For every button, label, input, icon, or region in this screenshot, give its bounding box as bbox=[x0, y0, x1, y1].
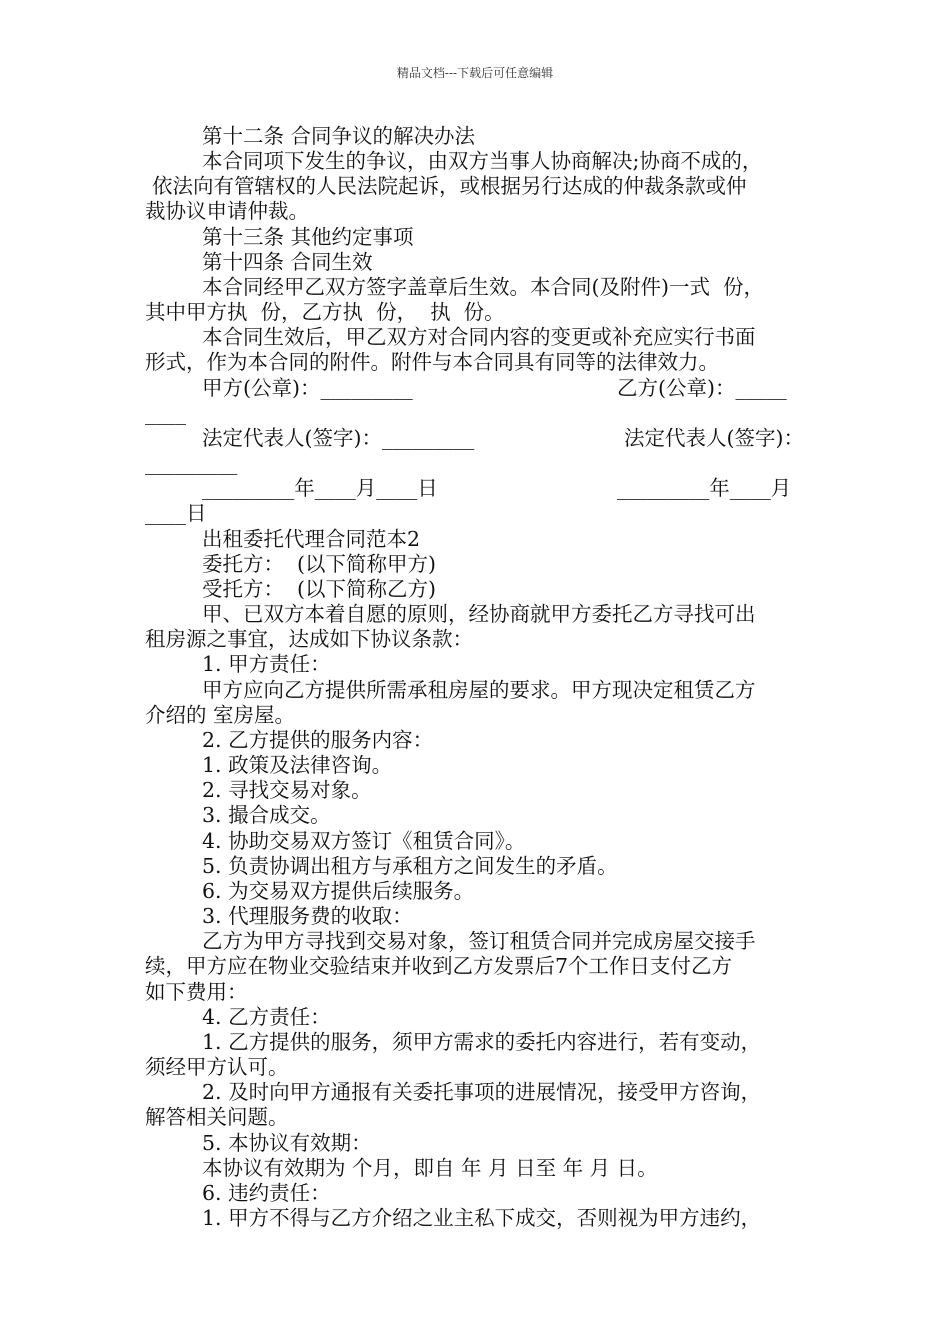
text-line: 裁协议申请仲裁。 bbox=[145, 199, 309, 223]
text-line: 1. 甲方责任： bbox=[202, 652, 331, 676]
text-line: 本合同生效后，甲乙双方对合同内容的变更或补充应实行书面 bbox=[202, 325, 756, 349]
text-line: 本合同项下发生的争议，由双方当事人协商解决;协商不成的， bbox=[202, 149, 763, 173]
text-line: 如下费用： bbox=[145, 980, 248, 1004]
text-line: 形式，作为本合同的附件。附件与本合同具有同等的法律效力。 bbox=[145, 350, 719, 374]
text-line: 5. 负责协调出租方与承租方之间发生的矛盾。 bbox=[202, 854, 618, 878]
text-line: 法定代表人(签字)： bbox=[624, 426, 804, 450]
text-line: 6. 为交易双方提供后续服务。 bbox=[202, 879, 475, 903]
text-line: 1. 政策及法律咨询。 bbox=[202, 753, 393, 777]
text-line: 介绍的 室房屋。 bbox=[145, 703, 296, 727]
text-line: 甲、已双方本着自愿的原则，经协商就甲方委托乙方寻找可出 bbox=[202, 602, 756, 626]
text-line: 须经甲方认可。 bbox=[145, 1055, 289, 1079]
text-line: 2. 乙方提供的服务内容： bbox=[202, 728, 434, 752]
text-line: 甲方(公章)：_________ bbox=[202, 376, 413, 400]
text-line: 1. 甲方不得与乙方介绍之业主私下成交，否则视为甲方违约， bbox=[202, 1206, 762, 1230]
text-line: 5. 本协议有效期： bbox=[202, 1131, 372, 1155]
text-line: 1. 乙方提供的服务，须甲方需求的委托内容进行，若有变动， bbox=[202, 1030, 762, 1054]
text-line: 3. 撮合成交。 bbox=[202, 803, 331, 827]
text-line: 委托方： (以下简称甲方) bbox=[202, 552, 437, 576]
text-line: 租房源之事宜，达成如下协议条款： bbox=[145, 627, 473, 651]
text-line: 乙方为甲方寻找到交易对象，签订租赁合同并完成房屋交接手 bbox=[202, 929, 756, 953]
text-line: 6. 违约责任： bbox=[202, 1181, 331, 1205]
text-line: 本协议有效期为 个月，即自 年 月 日至 年 月 日。 bbox=[202, 1156, 658, 1180]
text-line: 解答相关问题。 bbox=[145, 1105, 289, 1129]
page-header: 精品文档---下载后可任意编辑 bbox=[396, 66, 554, 80]
text-line: 第十二条 合同争议的解决办法 bbox=[202, 124, 476, 148]
text-line: 4. 乙方责任： bbox=[202, 1005, 331, 1029]
text-line: 第十四条 合同生效 bbox=[202, 250, 373, 274]
text-line: _________年____月____日 bbox=[202, 476, 438, 500]
text-line: 乙方(公章)：_____ bbox=[617, 376, 787, 400]
text-line: _________ bbox=[145, 451, 238, 475]
text-line: 2. 寻找交易对象。 bbox=[202, 778, 372, 802]
text-line: _________年____月 bbox=[617, 476, 792, 500]
text-line: 4. 协助交易双方签订《租赁合同》。 bbox=[202, 829, 526, 853]
text-line: 法定代表人(签字)：_________ bbox=[202, 426, 475, 450]
text-line: 出租委托代理合同范本2 bbox=[202, 527, 421, 551]
text-line: 第十三条 其他约定事项 bbox=[202, 225, 414, 249]
text-line: 本合同经甲乙双方签字盖章后生效。本合同(及附件)一式 份， bbox=[202, 275, 765, 299]
text-line: ____日 bbox=[145, 501, 207, 525]
text-line: 依法向有管辖权的人民法院起诉，或根据另行达成的仲裁条款或仲 bbox=[152, 174, 747, 198]
text-line: 3. 代理服务费的收取： bbox=[202, 904, 413, 928]
text-line: 其中甲方执 份，乙方执 份， 执 份。 bbox=[145, 300, 505, 324]
text-line: 2. 及时向甲方通报有关委托事项的进展情况，接受甲方咨询， bbox=[202, 1080, 762, 1104]
text-line: 甲方应向乙方提供所需承租房屋的要求。甲方现决定租赁乙方 bbox=[202, 678, 756, 702]
text-line: ____ bbox=[145, 401, 186, 425]
text-line: 受托方： (以下简称乙方) bbox=[202, 577, 437, 601]
text-line: 续，甲方应在物业交验结束并收到乙方发票后7个工作日支付乙方 bbox=[145, 954, 733, 978]
